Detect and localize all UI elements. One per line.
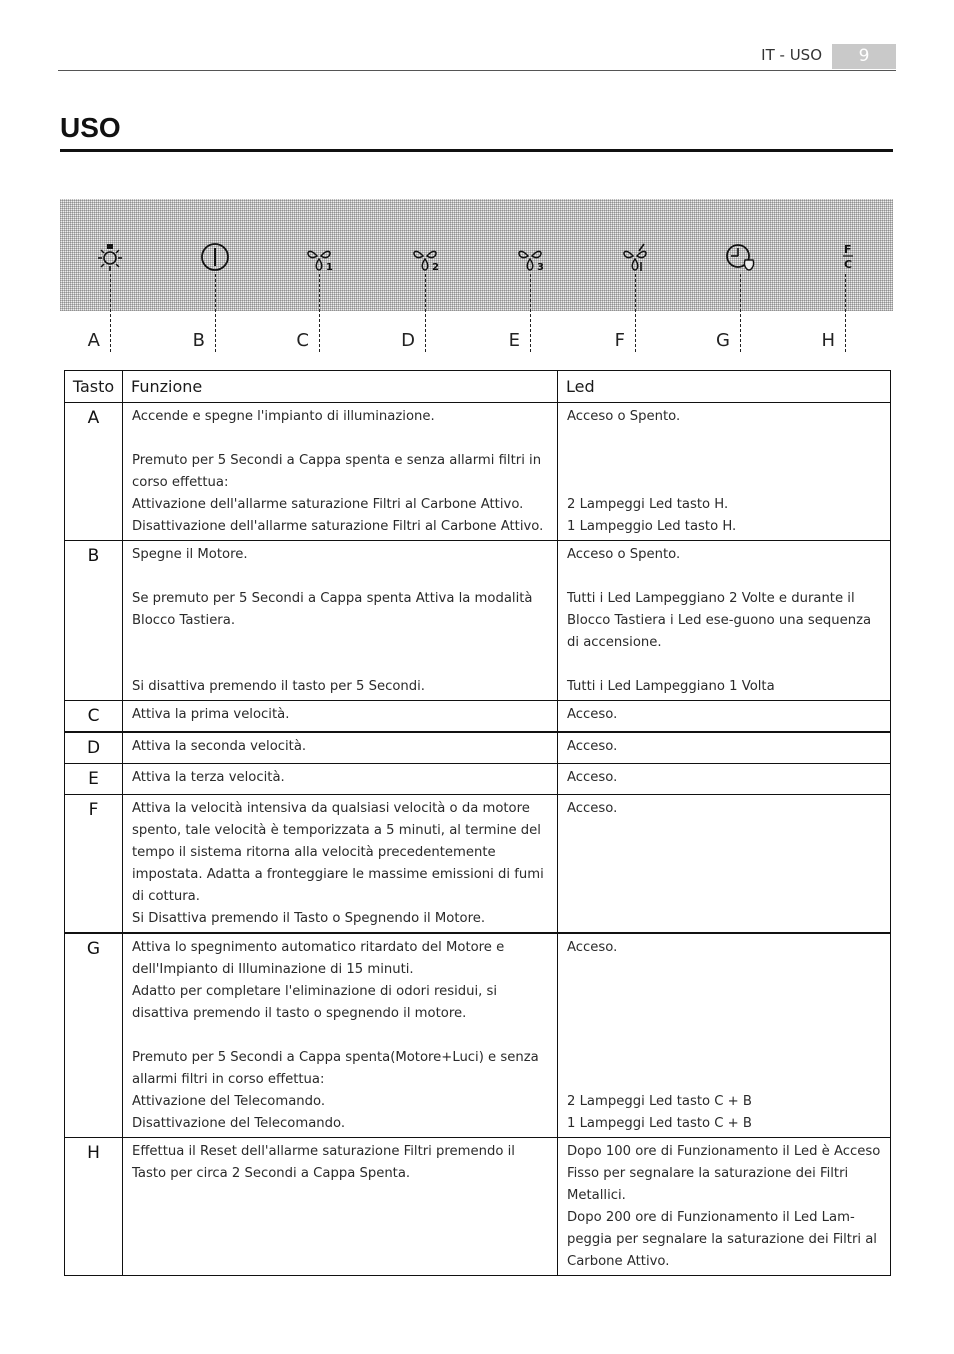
spacer bbox=[567, 450, 882, 472]
row-key: D bbox=[65, 732, 123, 764]
column-header-key: Tasto bbox=[65, 371, 123, 403]
row-key: A bbox=[65, 403, 123, 541]
filter-reset-icon[interactable] bbox=[832, 240, 866, 274]
row-key: G bbox=[65, 933, 123, 1138]
text-line: Attiva lo spegnimento automatico ritardato del Motore e dell'Impianto di Illuminazione di 15 minuti. bbox=[132, 940, 505, 977]
text-line: Adatto per completare l'eliminazione di odori residui, si disattiva premendo il tasto o spegnendo il motore. bbox=[132, 984, 498, 1021]
fan-speed-label: 3 bbox=[537, 262, 544, 273]
text-line: 2 Lampeggi Led tasto H. bbox=[567, 497, 729, 512]
button-letter-d: D bbox=[401, 330, 415, 351]
text-line: Attiva la velocità intensiva da qualsiasi velocità o da motore spento, tale velocità è temporizzata a 5 minuti, al termine del tempo il sistema ritorna alla velocità precedentemente impostata. Adatta a fronteggiare le massime emissioni di fumi di cottura. bbox=[132, 801, 544, 904]
leader-line-b bbox=[215, 274, 216, 352]
text-line: Dopo 100 ore di Funzionamento il Led è Acceso Fisso per segnalare la saturazione dei Filtri Metallici. bbox=[567, 1144, 881, 1203]
leader-line-e bbox=[530, 274, 531, 352]
text-line: Attivazione dell'allarme saturazione Filtri al Carbone Attivo. bbox=[132, 497, 524, 512]
power-icon[interactable] bbox=[198, 240, 232, 274]
spacer bbox=[567, 1025, 882, 1047]
text-line: Premuto per 5 Secondi a Cappa spenta(Motore+Luci) e senza allarmi filtri in corso effettua: bbox=[132, 1050, 539, 1087]
table-row bbox=[65, 1138, 891, 1276]
text-line: Acceso. bbox=[567, 801, 618, 816]
text-line: Attiva la terza velocità. bbox=[132, 770, 285, 785]
text-line: Acceso o Spento. bbox=[567, 409, 681, 424]
text-line: Attiva la prima velocità. bbox=[132, 707, 290, 722]
text-line: Disattivazione dell'allarme saturazione Filtri al Carbone Attivo. bbox=[132, 519, 544, 534]
column-header-led: Led bbox=[558, 371, 891, 403]
text-line: Effettua il Reset dell'allarme saturazione Filtri premendo il Tasto per circa 2 Secondi a Cappa Spenta. bbox=[132, 1144, 515, 1181]
spacer bbox=[567, 654, 882, 676]
button-letter-c: C bbox=[296, 330, 309, 351]
row-led bbox=[558, 1138, 891, 1276]
fan-speed-label: 2 bbox=[432, 262, 439, 273]
filter-label-c: C bbox=[844, 258, 853, 271]
row-function bbox=[123, 1138, 558, 1276]
page-title: USO bbox=[60, 112, 121, 143]
spacer bbox=[132, 654, 549, 676]
table-header-row bbox=[65, 371, 891, 403]
text-line: Acceso. bbox=[567, 707, 618, 722]
text-line: Tutti i Led Lampeggiano 1 Volta bbox=[567, 679, 775, 694]
text-line: Acceso o Spento. bbox=[567, 547, 681, 562]
row-function bbox=[123, 933, 558, 1138]
text-line: Premuto per 5 Secondi a Cappa spenta e senza allarmi filtri in corso effettua: bbox=[132, 453, 542, 490]
page-number: 9 bbox=[832, 44, 896, 69]
text-line: Dopo 200 ore di Funzionamento il Led Lam-peggia per segnalare la saturazione dei Filtri al Carbone Attivo. bbox=[567, 1210, 877, 1269]
title-divider bbox=[60, 149, 893, 152]
text-line: Acceso. bbox=[567, 770, 618, 785]
fan-speed-label: 1 bbox=[326, 262, 333, 273]
text-line: Spegne il Motore. bbox=[132, 547, 248, 562]
text-line: Acceso. bbox=[567, 940, 618, 955]
table-row bbox=[65, 701, 891, 733]
leader-line-d bbox=[425, 274, 426, 352]
timer-icon[interactable] bbox=[723, 240, 757, 274]
row-key: F bbox=[65, 795, 123, 934]
spacer bbox=[132, 428, 549, 450]
text-line: Accende e spegne l'impianto di illuminazione. bbox=[132, 409, 435, 424]
text-line: Attivazione del Telecomando. bbox=[132, 1094, 326, 1109]
row-function bbox=[123, 764, 558, 795]
button-letter-g: G bbox=[716, 330, 730, 351]
spacer bbox=[567, 566, 882, 588]
spacer bbox=[132, 1025, 549, 1047]
text-line: 1 Lampeggi Led tasto C + B bbox=[567, 1116, 752, 1131]
row-function bbox=[123, 732, 558, 764]
fan-speed-1-icon[interactable] bbox=[302, 240, 336, 274]
fan-speed-3-icon[interactable] bbox=[513, 240, 547, 274]
text-line: Si disattiva premendo il tasto per 5 Secondi. bbox=[132, 679, 426, 694]
row-led bbox=[558, 764, 891, 795]
filter-label-f: F bbox=[844, 243, 852, 256]
control-panel bbox=[60, 199, 893, 311]
row-led bbox=[558, 795, 891, 934]
table-row bbox=[65, 764, 891, 795]
button-letter-e: E bbox=[508, 330, 520, 351]
row-key: B bbox=[65, 541, 123, 701]
text-line: Disattivazione del Telecomando. bbox=[132, 1116, 346, 1131]
row-key: H bbox=[65, 1138, 123, 1276]
row-function bbox=[123, 541, 558, 701]
function-table bbox=[64, 370, 891, 1276]
spacer bbox=[567, 1047, 882, 1069]
column-header-function: Funzione bbox=[123, 371, 558, 403]
button-letter-f: F bbox=[614, 330, 625, 351]
row-function bbox=[123, 701, 558, 733]
leader-line-h bbox=[845, 274, 846, 352]
text-line: Tutti i Led Lampeggiano 2 Volte e durante il Blocco Tastiera i Led ese-guono una sequenza di accensione. bbox=[567, 591, 872, 650]
table-row bbox=[65, 403, 891, 541]
spacer bbox=[567, 1069, 882, 1091]
text-line: 1 Lampeggio Led tasto H. bbox=[567, 519, 737, 534]
row-led bbox=[558, 701, 891, 733]
spacer bbox=[132, 632, 549, 654]
row-led bbox=[558, 933, 891, 1138]
leader-line-a bbox=[110, 274, 111, 352]
spacer bbox=[567, 959, 882, 981]
header-divider bbox=[58, 70, 896, 71]
row-led bbox=[558, 732, 891, 764]
leader-line-g bbox=[740, 274, 741, 352]
table-row bbox=[65, 732, 891, 764]
row-function bbox=[123, 403, 558, 541]
button-letter-a: A bbox=[87, 330, 100, 351]
text-line: Acceso. bbox=[567, 739, 618, 754]
table-row bbox=[65, 933, 891, 1138]
button-letter-b: B bbox=[192, 330, 205, 351]
spacer bbox=[567, 981, 882, 1003]
row-led bbox=[558, 403, 891, 541]
spacer bbox=[567, 472, 882, 494]
light-bulb-icon[interactable] bbox=[93, 240, 127, 274]
text-line: 2 Lampeggi Led tasto C + B bbox=[567, 1094, 752, 1109]
table-row bbox=[65, 541, 891, 701]
row-led bbox=[558, 541, 891, 701]
fan-intensive-icon[interactable] bbox=[618, 240, 652, 274]
leader-line-f bbox=[635, 274, 636, 352]
row-function bbox=[123, 795, 558, 934]
text-line: Se premuto per 5 Secondi a Cappa spenta Attiva la modalità Blocco Tastiera. bbox=[132, 591, 533, 628]
leader-line-c bbox=[319, 274, 320, 352]
button-letter-h: H bbox=[821, 330, 835, 351]
fan-speed-2-icon[interactable] bbox=[408, 240, 442, 274]
spacer bbox=[132, 566, 549, 588]
spacer bbox=[567, 428, 882, 450]
spacer bbox=[567, 1003, 882, 1025]
section-label: IT - USO bbox=[761, 46, 822, 64]
text-line: Si Disattiva premendo il Tasto o Spegnendo il Motore. bbox=[132, 911, 486, 926]
table-row bbox=[65, 795, 891, 934]
row-key: C bbox=[65, 701, 123, 733]
row-key: E bbox=[65, 764, 123, 795]
text-line: Attiva la seconda velocità. bbox=[132, 739, 307, 754]
